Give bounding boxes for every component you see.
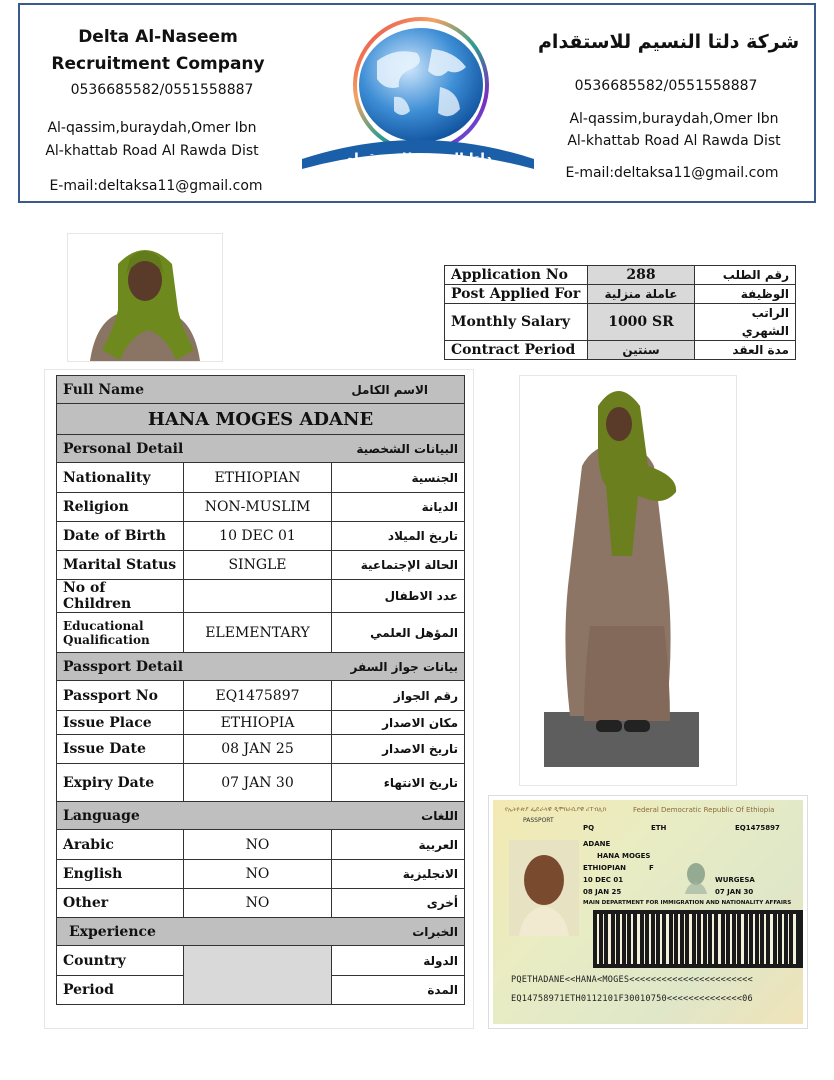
company-name-en-line1: Delta Al-Naseem (78, 27, 238, 47)
passport-issue: 08 JAN 25 (583, 888, 622, 896)
applicant-form (44, 369, 474, 1029)
post-value: عاملة منزلية (588, 285, 695, 304)
passport-detail-label: Passport Detail (63, 658, 184, 675)
app-no-label: Application No (445, 266, 588, 285)
marital-label-ar: الحالة الإجتماعية (332, 551, 465, 580)
logo-text: دلتا النسيم للاستقدام (343, 151, 493, 167)
app-no-value: 288 (588, 266, 695, 285)
passport-country: ETH (651, 824, 667, 832)
passport-no-value: EQ1475897 (184, 681, 332, 711)
table-row (445, 341, 796, 360)
passport-number: EQ1475897 (735, 824, 780, 832)
issue-date-label: Issue Date (57, 735, 184, 764)
issue-place-label-ar: مكان الاصدار (332, 711, 465, 735)
table-row (57, 463, 465, 493)
religion-value: NON-MUSLIM (184, 493, 332, 522)
table-row (57, 764, 465, 802)
personal-detail-label: Personal Detail (63, 440, 184, 457)
app-no-label-ar: رقم الطلب (695, 266, 796, 285)
passport-dob: 10 DEC 01 (583, 876, 624, 884)
dob-label: Date of Birth (57, 522, 184, 551)
full-name-label: Full Name (63, 381, 144, 398)
passport-type-label: PASSPORT (523, 817, 554, 824)
dob-label-ar: تاريخ الميلاد (332, 522, 465, 551)
mrz-line-1: PQETHADANE<<HANA<MOGES<<<<<<<<<<<<<<<<<<<<<<< (511, 975, 753, 985)
passport-authority: MAIN DEPARTMENT FOR IMMIGRATION AND NATIONALITY AFFAIRS (583, 900, 792, 906)
experience-label: Experience (69, 923, 156, 940)
other-value: NO (184, 889, 332, 918)
passport-birthplace: WURGESA (715, 876, 755, 884)
salary-value: 1000 SR (588, 304, 695, 341)
passport-barcode (593, 910, 803, 968)
religion-label-ar: الديانة (332, 493, 465, 522)
table-row (445, 285, 796, 304)
issue-date-value: 08 JAN 25 (184, 735, 332, 764)
phone-left: 0536685582/0551558887 (70, 82, 254, 98)
passport-ghost-photo (683, 860, 709, 894)
passport-given-names: HANA MOGES (597, 852, 651, 860)
nationality-label: Nationality (57, 463, 184, 493)
full-name-value: HANA MOGES ADANE (57, 404, 465, 435)
table-row (57, 493, 465, 522)
address-right-line2: Al-khattab Road Al Rawda Dist (567, 133, 781, 149)
other-label: Other (57, 889, 184, 918)
expiry-date-label: Expiry Date (57, 764, 184, 802)
email-right: E-mail:deltaksa11@gmail.com (565, 165, 779, 181)
salary-label: Monthly Salary (445, 304, 588, 341)
other-label-ar: أخرى (332, 889, 465, 918)
post-label-ar: الوظيفة (695, 285, 796, 304)
passport-no-label: Passport No (57, 681, 184, 711)
arabic-label: Arabic (57, 830, 184, 860)
nationality-label-ar: الجنسية (332, 463, 465, 493)
table-row (445, 266, 796, 285)
details-table (56, 375, 465, 1005)
table-row (57, 860, 465, 889)
arabic-label-ar: العربية (332, 830, 465, 860)
company-logo (282, 9, 554, 177)
table-row (57, 711, 465, 735)
phone-right: 0536685582/0551558887 (574, 78, 758, 94)
issue-date-label-ar: تاريخ الاصدار (332, 735, 465, 764)
table-row (57, 580, 465, 613)
email-left: E-mail:deltaksa11@gmail.com (49, 178, 263, 194)
language-label: Language (63, 807, 140, 824)
passport-photo (509, 840, 579, 936)
passport-nationality: ETHIOPIAN (583, 864, 626, 872)
portrait-photo (67, 233, 223, 362)
contract-label-ar: مدة العقد (695, 341, 796, 360)
expiry-date-label-ar: تاريخ الانتهاء (332, 764, 465, 802)
passport-type: PQ (583, 824, 595, 832)
children-value (184, 580, 332, 613)
full-name-label-ar: الاسم الكامل (351, 382, 428, 397)
contract-value: سنتين (588, 341, 695, 360)
dob-value: 10 DEC 01 (184, 522, 332, 551)
nationality-value: ETHIOPIAN (184, 463, 332, 493)
table-row (57, 889, 465, 918)
table-row (445, 304, 796, 341)
mrz-line-2: EQ14758971ETH0112101F30010750<<<<<<<<<<<<<<06 (511, 994, 753, 1004)
language-section-row (57, 802, 465, 830)
table-row (57, 522, 465, 551)
post-label: Post Applied For (445, 285, 588, 304)
passport-header: Federal Democratic Republic Of Ethiopia (633, 806, 775, 814)
personal-detail-label-ar: البيانات الشخصية (356, 441, 458, 456)
language-label-ar: اللغات (421, 808, 458, 823)
passport-no-label-ar: رقم الجواز (332, 681, 465, 711)
company-name-en-line2: Recruitment Company (51, 54, 265, 74)
passport-expiry: 07 JAN 30 (715, 888, 754, 896)
contract-label: Contract Period (445, 341, 588, 360)
address-left-line1: Al-qassim,buraydah,Omer Ibn (47, 120, 257, 136)
passport-scan: የኢትዮጵያ ፌዴራላዊ ዲሞክራሲያዊ ሪፐብሊክ Federal Democratic Republic Of Ethiopia PASSPORT PQ ETH EQ1475897 ADANE HANA MOGES ETHIOPIAN F 10 DEC 01 WURGESA 08 JAN 25 07 JAN 30 MAIN DEPARTMENT FOR IMMIGRATION AND NATIONALITY AFFAIRS PQETHADANE<<HANA<MOGES<<<<<<<<<<<<<<<<<<<<<<< EQ14758971ETH0112101F30010750<<<<<<<<<<<<<<06 (488, 795, 808, 1029)
experience-value (184, 946, 332, 1005)
education-label: Educational Qualification (57, 613, 184, 653)
passport-section-row (57, 653, 465, 681)
table-row (57, 830, 465, 860)
expiry-date-value: 07 JAN 30 (184, 764, 332, 802)
english-value: NO (184, 860, 332, 889)
application-table (444, 265, 796, 360)
table-row (57, 551, 465, 580)
period-label: Period (57, 976, 184, 1005)
passport-sex: F (649, 864, 654, 872)
country-label: Country (57, 946, 184, 976)
table-row (57, 946, 465, 976)
salary-label-ar: الراتب الشهري (695, 304, 796, 341)
period-label-ar: المدة (332, 976, 465, 1005)
children-label: No of Children (57, 580, 184, 613)
passport-detail-label-ar: بيانات جواز السفر (350, 659, 458, 674)
experience-label-ar: الخبرات (412, 924, 458, 939)
education-label-ar: المؤهل العلمي (332, 613, 465, 653)
table-row (57, 735, 465, 764)
full-name-header-row (57, 376, 465, 404)
issue-place-value: ETHIOPIA (184, 711, 332, 735)
children-label-ar: عدد الاطفال (332, 580, 465, 613)
address-right-line1: Al-qassim,buraydah,Omer Ibn (569, 111, 779, 127)
company-header (18, 3, 816, 203)
arabic-value: NO (184, 830, 332, 860)
country-label-ar: الدولة (332, 946, 465, 976)
marital-label: Marital Status (57, 551, 184, 580)
personal-section-row (57, 435, 465, 463)
table-row (57, 681, 465, 711)
issue-place-label: Issue Place (57, 711, 184, 735)
marital-value: SINGLE (184, 551, 332, 580)
company-name-ar: شركة دلتا النسيم للاستقدام (538, 31, 800, 53)
full-body-photo (519, 375, 737, 786)
full-name-row (57, 404, 465, 435)
education-value: ELEMENTARY (184, 613, 332, 653)
religion-label: Religion (57, 493, 184, 522)
english-label: English (57, 860, 184, 889)
table-row (57, 613, 465, 653)
address-left-line2: Al-khattab Road Al Rawda Dist (45, 143, 259, 159)
experience-section-row (57, 918, 465, 946)
passport-surname: ADANE (583, 840, 611, 848)
english-label-ar: الانجليزية (332, 860, 465, 889)
